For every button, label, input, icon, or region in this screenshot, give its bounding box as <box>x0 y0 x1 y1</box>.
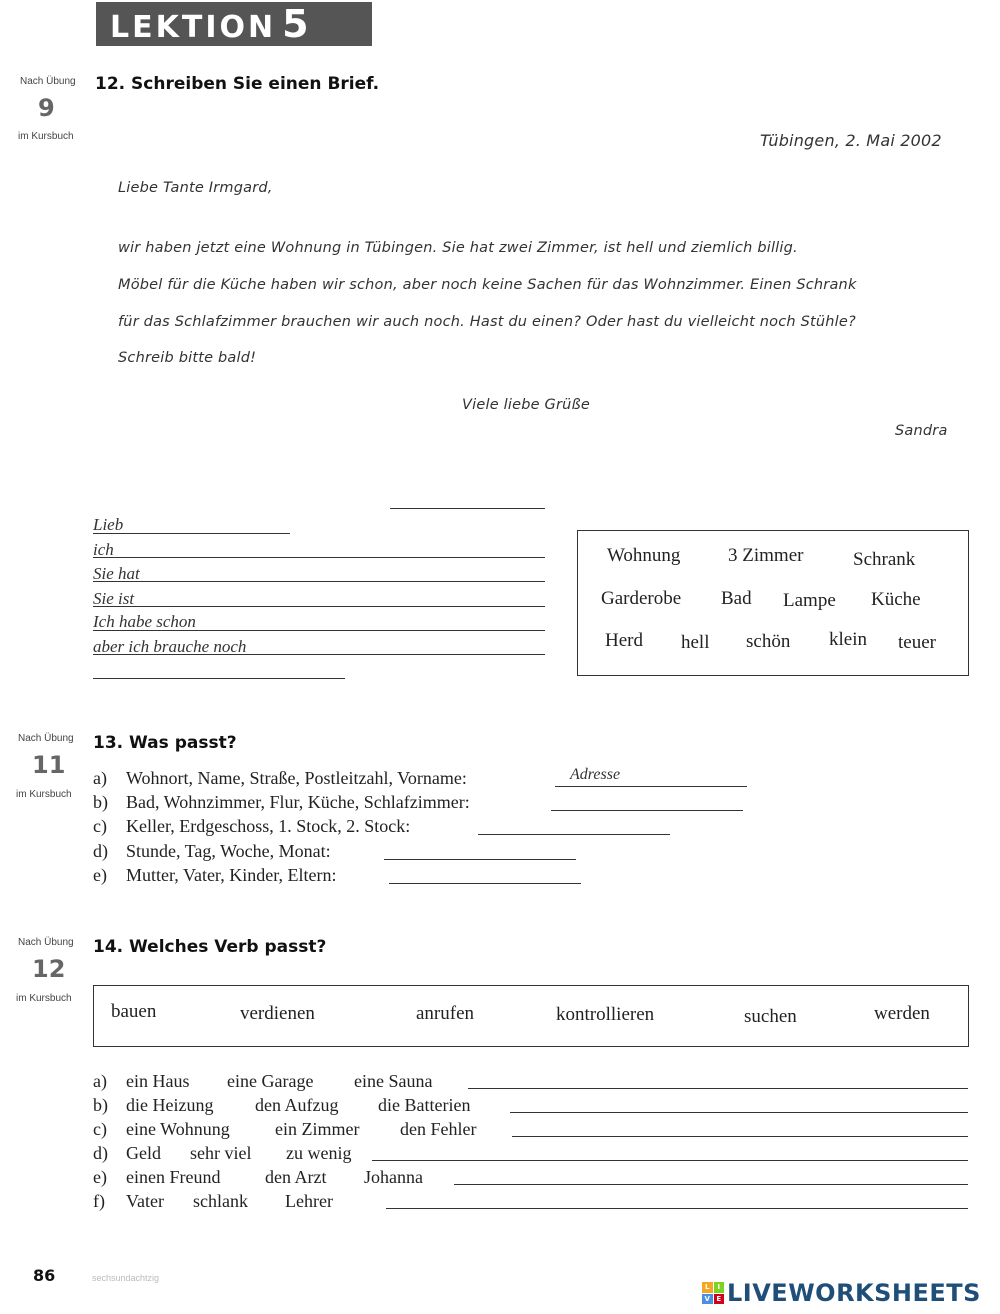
ex13-item-text: Wohnort, Name, Straße, Postleitzahl, Vorname: <box>126 768 467 788</box>
writing-line-date[interactable] <box>390 508 545 509</box>
ex14-phrase: ein Zimmer <box>275 1119 360 1139</box>
ex13-item-text: Stunde, Tag, Woche, Monat: <box>126 841 331 861</box>
verb-box-item: anrufen <box>416 1003 475 1024</box>
ex14-item-letter: e) <box>93 1167 107 1187</box>
ex14-phrase: sehr viel <box>190 1143 252 1163</box>
page-number: 86 <box>33 1266 56 1285</box>
letter-body-line: Schreib bitte bald! <box>118 350 257 366</box>
word-box-item: 3 Zimmer <box>728 545 804 566</box>
verb-box-item: kontrollieren <box>556 1004 655 1025</box>
ex14-item-letter: f) <box>93 1191 105 1211</box>
prompt-ich: ich <box>93 540 114 559</box>
ex13-item-letter: e) <box>93 865 107 885</box>
verb-box-item: suchen <box>744 1006 797 1027</box>
word-box-item: teuer <box>898 632 936 653</box>
lektion-label: LEKTION <box>110 10 277 45</box>
ex14-answer-line[interactable] <box>510 1112 968 1113</box>
letter-body-line: wir haben jetzt eine Wohnung in Tübingen. Sie hat zwei Zimmer, ist hell und ziemlich billig. <box>118 240 798 256</box>
liveworksheets-wordmark: LIVEWORKSHEETS <box>727 1279 981 1307</box>
prompt-ich-habe-schon: Ich habe schon <box>93 612 196 631</box>
ex14-side-num: 12 <box>32 955 66 983</box>
letter-closing: Viele liebe Grüße <box>462 397 590 413</box>
ex13-item-letter: c) <box>93 816 107 836</box>
word-box-item: Küche <box>871 589 921 610</box>
ex14-phrase: eine Wohnung <box>126 1119 230 1139</box>
liveworksheets-icon <box>702 1282 724 1304</box>
ex14-answer-line[interactable] <box>454 1184 968 1185</box>
prompt-lieb: Lieb <box>93 515 124 534</box>
prompt-aber-ich-brauche-noch: aber ich brauche noch <box>93 637 247 656</box>
ex13-answer-line[interactable] <box>551 810 743 811</box>
word-box-item: klein <box>829 629 867 650</box>
ex12-title: 12. Schreiben Sie einen Brief. <box>95 74 380 94</box>
ex14-side-bottom: im Kursbuch <box>16 993 72 1004</box>
logo-tile: I <box>714 1282 725 1293</box>
logo-tile: L <box>702 1282 713 1293</box>
ex14-phrase: den Arzt <box>265 1167 327 1187</box>
ex13-side-bottom: im Kursbuch <box>16 789 72 800</box>
ex14-phrase: Vater <box>126 1191 164 1211</box>
ex13-answer: Adresse <box>570 766 621 783</box>
logo-tile: E <box>714 1294 725 1305</box>
ex14-phrase: eine Garage <box>227 1071 314 1091</box>
letter-body-line: Möbel für die Küche haben wir schon, aber noch keine Sachen für das Wohnzimmer. Einen Schrank <box>118 277 857 293</box>
liveworksheets-logo <box>702 1279 981 1307</box>
ex12-side-bottom: im Kursbuch <box>18 131 74 142</box>
ex14-answer-line[interactable] <box>468 1088 968 1089</box>
letter-body-line: für das Schlafzimmer brauchen wir auch noch. Hast du einen? Oder hast du vielleicht noch Stühle? <box>118 314 856 330</box>
ex14-phrase: Geld <box>126 1143 161 1163</box>
ex14-phrase: schlank <box>193 1191 248 1211</box>
letter-signature: Sandra <box>895 423 948 439</box>
word-box-item: Bad <box>721 588 752 609</box>
ex13-item-text: Bad, Wohnzimmer, Flur, Küche, Schlafzimmer: <box>126 792 470 812</box>
word-box-item: Wohnung <box>607 545 681 566</box>
ex14-title: 14. Welches Verb passt? <box>93 937 327 957</box>
writing-line[interactable] <box>93 581 545 582</box>
lektion-banner <box>96 2 372 46</box>
page-number-words: sechsundachtzig <box>92 1273 160 1283</box>
word-box-item: schön <box>746 631 791 652</box>
ex14-item-letter: c) <box>93 1119 107 1139</box>
prompt-sie-ist: Sie ist <box>93 589 135 608</box>
ex14-item-letter: d) <box>93 1143 108 1163</box>
ex14-item-letter: b) <box>93 1095 108 1115</box>
ex14-side-top: Nach Übung <box>18 937 74 948</box>
letter-date: Tübingen, 2. Mai 2002 <box>760 131 942 150</box>
verb-box-item: verdienen <box>240 1003 315 1024</box>
writing-line-closing[interactable] <box>93 678 345 679</box>
ex14-phrase: den Aufzug <box>255 1095 339 1115</box>
ex14-phrase: ein Haus <box>126 1071 190 1091</box>
ex14-answer-line[interactable] <box>512 1136 968 1137</box>
word-box-item: Garderobe <box>601 588 682 609</box>
ex13-side-top: Nach Übung <box>18 733 74 744</box>
logo-tile: V <box>702 1294 713 1305</box>
verb-box <box>93 985 969 1047</box>
word-box-item: Herd <box>605 630 643 651</box>
prompt-sie-hat: Sie hat <box>93 564 140 583</box>
ex14-phrase: Johanna <box>364 1167 423 1187</box>
ex13-item-text: Mutter, Vater, Kinder, Eltern: <box>126 865 337 885</box>
ex13-item-text: Keller, Erdgeschoss, 1. Stock, 2. Stock: <box>126 816 411 836</box>
word-box-item: Lampe <box>783 590 836 611</box>
ex14-phrase: die Heizung <box>126 1095 214 1115</box>
ex14-answer-line[interactable] <box>386 1208 968 1209</box>
ex13-item-letter: a) <box>93 768 107 788</box>
ex14-item-letter: a) <box>93 1071 107 1091</box>
writing-line[interactable] <box>93 533 290 534</box>
writing-line[interactable] <box>93 654 545 655</box>
verb-box-item: werden <box>874 1003 930 1024</box>
word-box-item: Schrank <box>853 549 916 570</box>
ex13-answer-line[interactable] <box>555 786 747 787</box>
ex14-answer-line[interactable] <box>372 1160 968 1161</box>
ex12-side-num: 9 <box>38 94 55 122</box>
ex13-side-num: 11 <box>32 751 66 779</box>
ex13-title: 13. Was passt? <box>93 733 237 753</box>
ex13-answer-line[interactable] <box>384 859 576 860</box>
ex13-answer-line[interactable] <box>389 883 581 884</box>
ex14-phrase: eine Sauna <box>354 1071 433 1091</box>
writing-line[interactable] <box>93 606 545 607</box>
ex14-phrase: zu wenig <box>286 1143 352 1163</box>
ex13-item-letter: d) <box>93 841 108 861</box>
writing-line[interactable] <box>93 630 545 631</box>
writing-line[interactable] <box>93 557 545 558</box>
verb-box-item: bauen <box>111 1001 157 1022</box>
ex14-phrase: die Batterien <box>378 1095 471 1115</box>
ex13-answer-line[interactable] <box>478 834 670 835</box>
word-box-item: hell <box>681 632 710 653</box>
letter-salutation: Liebe Tante Irmgard, <box>118 180 273 196</box>
ex14-phrase: den Fehler <box>400 1119 477 1139</box>
lektion-number: 5 <box>282 2 312 46</box>
ex14-phrase: Lehrer <box>285 1191 333 1211</box>
ex13-item-letter: b) <box>93 792 108 812</box>
ex12-side-top: Nach Übung <box>20 76 76 87</box>
ex14-phrase: einen Freund <box>126 1167 221 1187</box>
